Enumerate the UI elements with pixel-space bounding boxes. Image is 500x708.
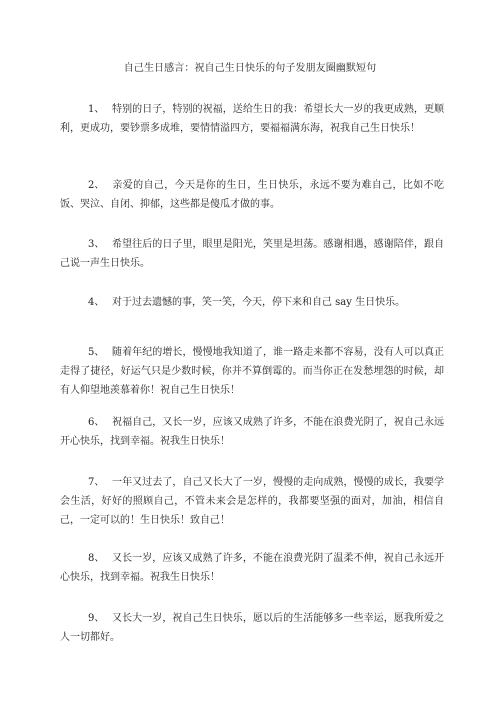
paragraph-text: 又长大一岁，祝自己生日快乐，愿以后的生活能够多一些幸运，愿我所爱之人一切都好。 [60,613,444,643]
paragraph-text: 又长一岁，应该又成熟了许多，不能在浪费光阴了温柔不伸，祝自己永远开心快乐，找到幸福。祝我生日快乐！ [60,553,444,583]
paragraph-number: 2、 [88,180,105,191]
paragraph-number: 7、 [88,477,105,488]
paragraph-number: 9、 [88,613,105,624]
paragraph-number: 6、 [88,417,105,428]
paragraph-text: 随着年纪的增长，慢慢地我知道了，谁一路走来都不容易，没有人可以真正走得了捷径，好运气只是少数时候，你并不算倒霉的。而当你正在发愁埋怨的时候，却有人仰望地羡慕着你！祝自己生日快乐！ [60,347,444,396]
paragraph-text: 一年又过去了，自己又长大了一岁，慢慢的走向成熟，慢慢的成长，我要学会生活，好好的照顾自己，不管未来会是怎样的，我都要坚强的面对，加油，相信自己，一定可以的！生日快乐！致自己！ [60,477,444,526]
paragraph-5 [60,343,444,400]
document-title: 自己生日感言：祝自己生日快乐的句子发朋友圈幽默短句 [123,63,377,74]
paragraph-9 [60,609,444,647]
paragraph-4 [60,293,444,312]
paragraph-text: 特别的日子，特别的祝福，送给生日的我：希望长大一岁的我更成熟，更顺利，更成功，要钞票多成堆，要情情溢四方，要福福满东海，祝我自己生日快乐！ [60,104,444,134]
paragraph-3 [60,235,444,273]
paragraph-text: 对于过去遗憾的事，笑一笑，今天，停下来和自己 say 生日快乐。 [112,297,406,308]
paragraph-8 [60,549,444,587]
paragraph-2 [60,176,444,214]
paragraph-6 [60,413,444,451]
paragraph-7 [60,473,444,530]
paragraph-number: 3、 [88,239,105,250]
paragraph-1 [60,100,444,138]
paragraph-number: 4、 [88,297,105,308]
paragraph-text: 亲爱的自己，今天是你的生日，生日快乐，永远不要为难自己，比如不吃饭、哭泣、自闭、抑郁，这些都是傻瓜才做的事。 [60,180,444,210]
paragraph-text: 祝福自己，又长一岁，应该又成熟了许多，不能在浪费光阴了，祝自己永远开心快乐，找到幸福。祝我生日快乐！ [60,417,444,447]
paragraph-text: 希望往后的日子里，眼里是阳光，笑里是坦荡。感谢相遇，感谢陪伴，跟自己说一声生日快乐。 [60,239,444,269]
paragraph-number: 5、 [88,347,105,358]
paragraph-number: 8、 [88,553,105,564]
paragraph-number: 1、 [88,104,105,115]
